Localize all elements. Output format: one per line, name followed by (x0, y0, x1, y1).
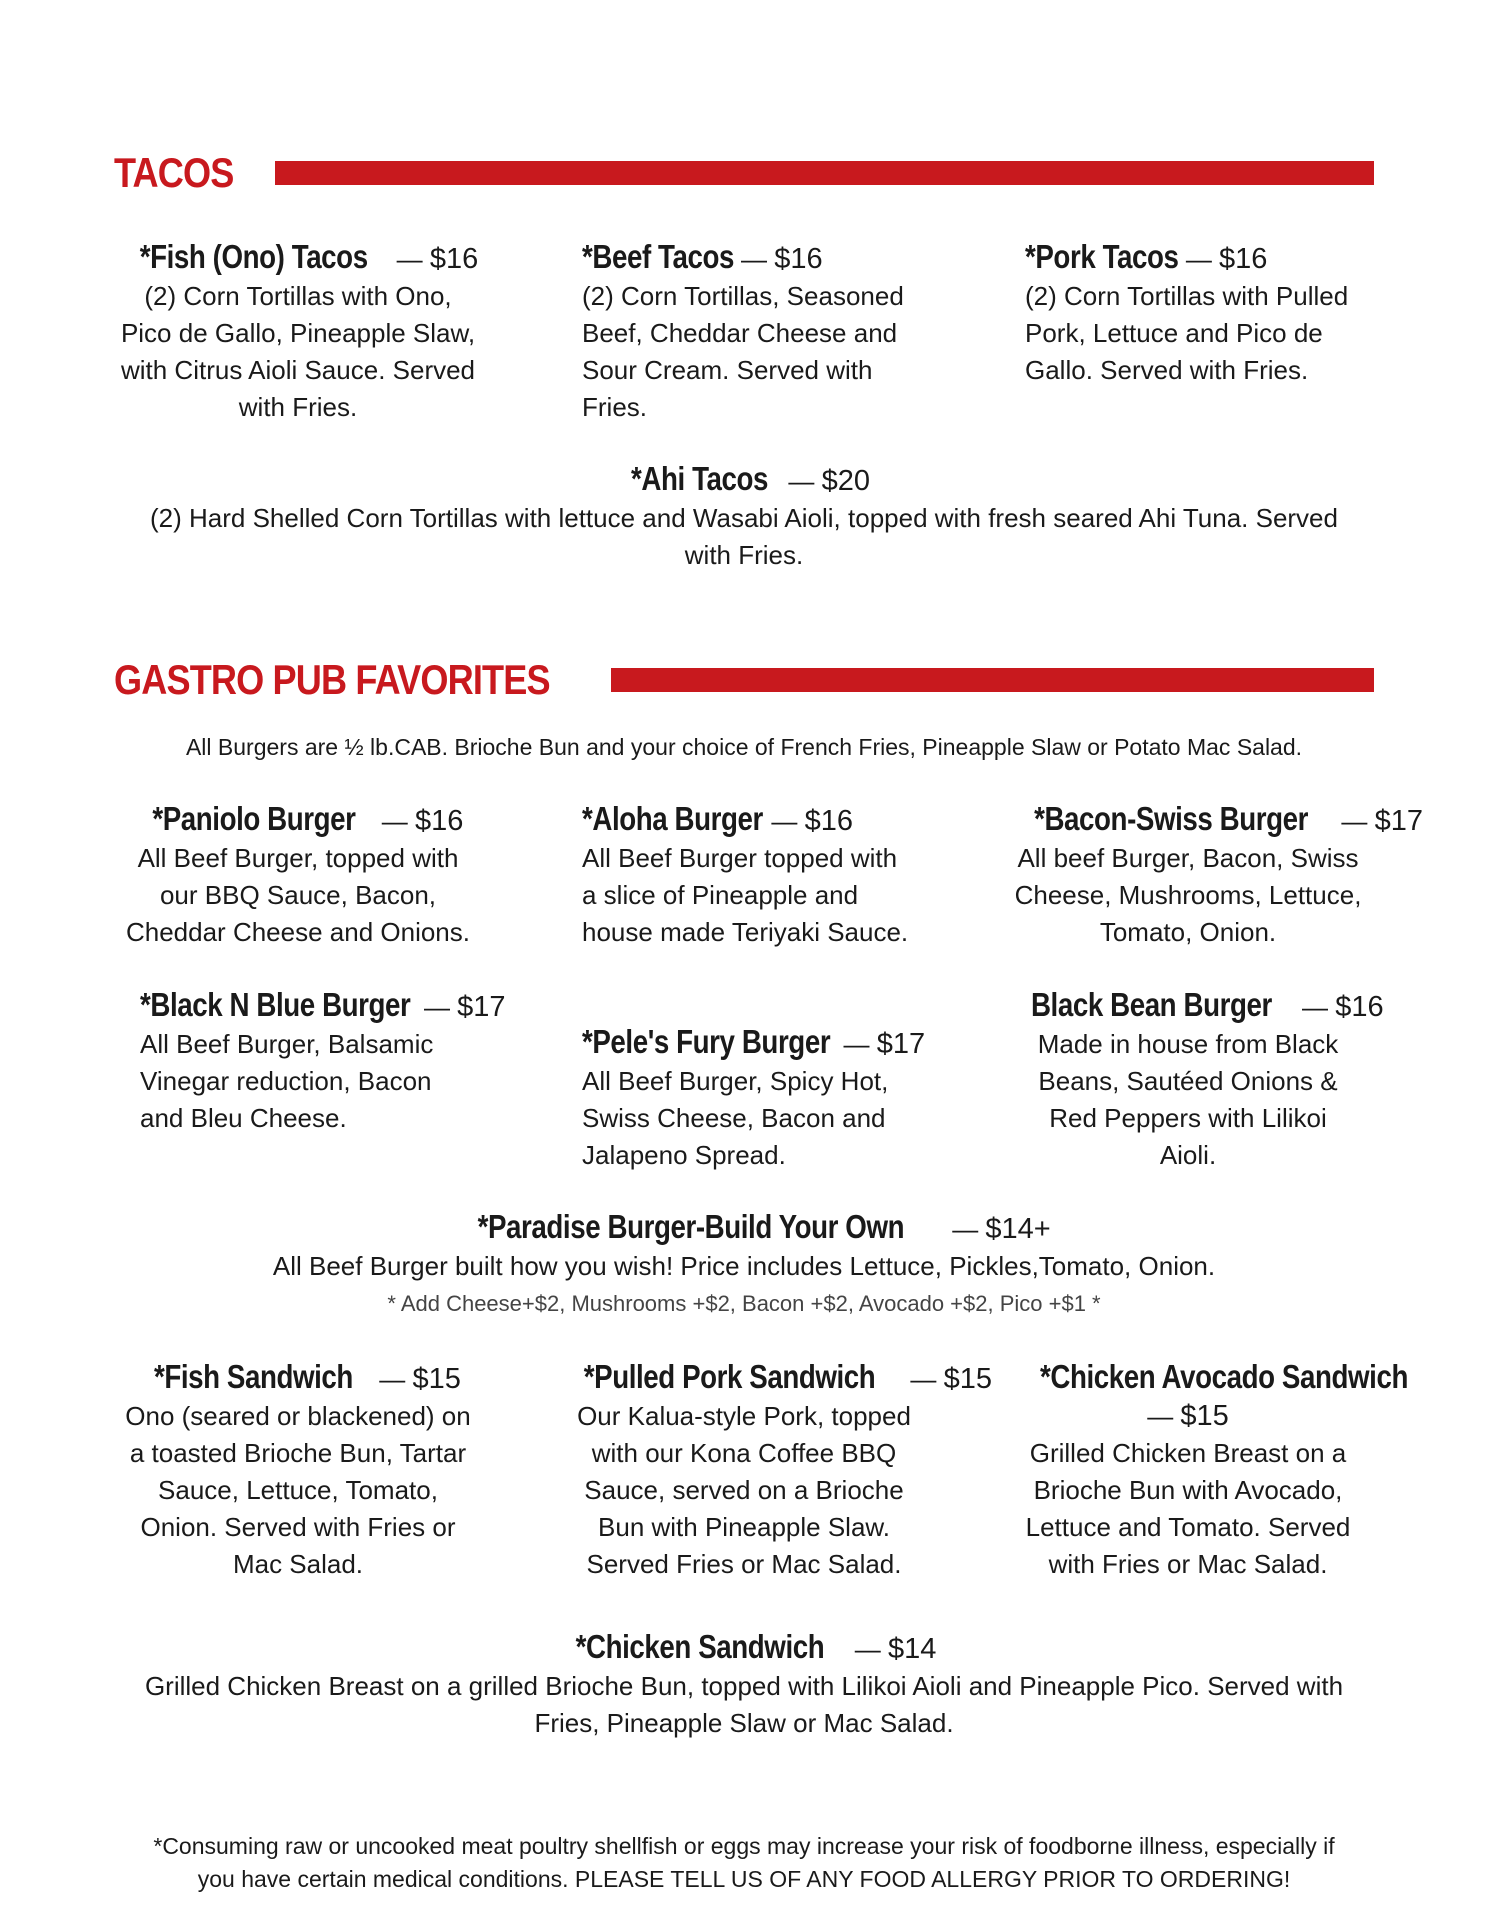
burger-note: All Burgers are ½ lb.CAB. Brioche Bun and your choice of French Fries, Pineapple Slaw or Potato Mac Salad. (185, 734, 1303, 760)
item-description: Grilled Chicken Breast on a grilled Brioche Bun, topped with Lilikoi Aioli and Pineapple Pico. Served with Fries, Pineapple Slaw or Mac Salad. (144, 1671, 1344, 1738)
paniolo-burger-item (118, 800, 478, 951)
item-description: All Beef Burger topped with a slice of Pineapple and house made Teriyaki Sauce. (582, 843, 909, 947)
item-description: All Beef Burger, Spicy Hot, Swiss Cheese, Bacon and Jalapeno Spread. (582, 1066, 889, 1170)
item-description: All Beef Burger built how you wish! Price includes Lettuce, Pickles,Tomato, Onion. (272, 1251, 1216, 1281)
item-description: All Beef Burger, Balsamic Vinegar reduction, Bacon and Bleu Cheese. (140, 1029, 434, 1133)
item-name: *Bacon-Swiss Burger (1034, 800, 1309, 837)
item-name: *Fish (Ono) Tacos (139, 238, 368, 275)
addons-note: * Add Cheese+$2, Mushrooms +$2, Bacon +$2, Avocado +$2, Pico +$1 * (387, 1291, 1101, 1316)
aloha-burger-item (582, 800, 912, 951)
item-price: $20 (821, 465, 870, 497)
tacos-section-header (114, 145, 1374, 201)
item-price: $16 (1219, 243, 1268, 275)
chicken-sandwich-item (130, 1628, 1358, 1742)
ahi-tacos-item (150, 460, 1338, 574)
tacos-section-bar (275, 161, 1374, 185)
item-description: Our Kalua-style Pork, topped with our Kona Coffee BBQ Sauce, served on a Brioche Bun with Pineapple Slaw. Served Fries or Mac Salad. (577, 1401, 911, 1579)
tacos-section-title: TACOS (114, 149, 234, 196)
item-name: *Pork Tacos (1025, 238, 1179, 275)
food-safety-disclaimer: *Consuming raw or uncooked meat poultry shellfish or eggs may increase your risk of foodborne illness, especially if you have certain medical conditions. PLEASE TELL US OF ANY FOOD ALLERGY PRIOR TO ORDERING! (153, 1833, 1335, 1892)
item-name: *Chicken Avocado Sandwich (1040, 1358, 1408, 1395)
item-name: *Aloha Burger (582, 800, 763, 837)
item-price: $17 (1374, 805, 1423, 837)
dash: — (952, 1214, 979, 1244)
chicken-avocado-sandwich-item (1005, 1358, 1408, 1583)
item-description: (2) Corn Tortillas with Pulled Pork, Lettuce and Pico de Gallo. Served with Fries. (1025, 281, 1349, 385)
item-price: $14+ (985, 1213, 1051, 1245)
dash: — (788, 466, 815, 496)
black-n-blue-burger-item (140, 986, 506, 1137)
item-price: $16 (774, 243, 823, 275)
item-name: *Fish Sandwich (154, 1358, 354, 1395)
peles-fury-burger-item (582, 1023, 926, 1174)
dash: — (910, 1364, 937, 1394)
item-description: Ono (seared or blackened) on a toasted Brioche Bun, Tartar Sauce, Lettuce, Tomato, Onion. Served with Fries or Mac Salad. (125, 1401, 471, 1579)
black-bean-burger-item (1008, 986, 1384, 1174)
fish-tacos-item (118, 238, 478, 426)
dash: — (1185, 244, 1212, 274)
item-price: $16 (414, 805, 464, 837)
item-name: *Ahi Tacos (631, 460, 769, 497)
fish-sandwich-item (118, 1358, 478, 1583)
item-description: (2) Corn Tortillas, Seasoned Beef, Cheddar Cheese and Sour Cream. Served with Fries. (582, 281, 904, 422)
item-price: $16 (429, 243, 479, 275)
item-description: All beef Burger, Bacon, Swiss Cheese, Mushrooms, Lettuce, Tomato, Onion. (1014, 843, 1362, 947)
item-name: *Chicken Sandwich (575, 1628, 824, 1665)
item-price: $15 (943, 1363, 992, 1395)
item-name: *Paradise Burger-Build Your Own (477, 1208, 905, 1245)
item-price: $15 (1180, 1400, 1229, 1432)
beef-tacos-item (582, 238, 912, 426)
gastro-section-title: GASTRO PUB FAVORITES (114, 656, 550, 703)
item-name: *Pulled Pork Sandwich (583, 1358, 876, 1395)
item-name: *Black N Blue Burger (140, 986, 411, 1023)
item-name: Black Bean Burger (1030, 986, 1272, 1023)
dash: — (396, 244, 423, 274)
dash: — (771, 806, 798, 836)
item-name: *Pele's Fury Burger (582, 1023, 831, 1060)
item-price: $17 (876, 1028, 926, 1060)
dash: — (843, 1029, 870, 1059)
dash: — (379, 1364, 406, 1394)
item-description: All Beef Burger, topped with our BBQ Sauce, Bacon, Cheddar Cheese and Onions. (125, 843, 470, 947)
dash: — (423, 992, 450, 1022)
item-description: Made in house from Black Beans, Sautéed Onions & Red Peppers with Lilikoi Aioli. (1037, 1029, 1339, 1170)
dash: — (1302, 992, 1329, 1022)
gastro-section-header (114, 652, 1374, 708)
pulled-pork-sandwich-item (556, 1358, 992, 1583)
item-description: (2) Hard Shelled Corn Tortillas with lettuce and Wasabi Aioli, topped with fresh seared Ahi Tuna. Served with Fries. (150, 503, 1338, 570)
bacon-swiss-burger-item (1008, 800, 1423, 951)
item-price: $17 (457, 991, 506, 1023)
item-price: $16 (804, 805, 853, 837)
item-price: $14 (888, 1633, 937, 1665)
item-description: (2) Corn Tortillas with Ono, Pico de Gallo, Pineapple Slaw, with Citrus Aioli Sauce. Served with Fries. (120, 281, 476, 422)
item-description: Grilled Chicken Breast on a Brioche Bun with Avocado, Lettuce and Tomato. Served with Fries or Mac Salad. (1025, 1438, 1351, 1579)
item-price: $15 (412, 1363, 461, 1395)
pork-tacos-item (1025, 238, 1365, 389)
item-name: *Beef Tacos (582, 238, 735, 275)
dash: — (1341, 806, 1368, 836)
item-price: $16 (1335, 991, 1384, 1023)
gastro-section-bar (611, 668, 1374, 692)
item-name: *Paniolo Burger (151, 800, 356, 837)
dash: — (381, 806, 408, 836)
paradise-burger-item (114, 1208, 1374, 1322)
dash: — (740, 244, 767, 274)
dash: — (1147, 1401, 1174, 1431)
dash: — (854, 1634, 881, 1664)
